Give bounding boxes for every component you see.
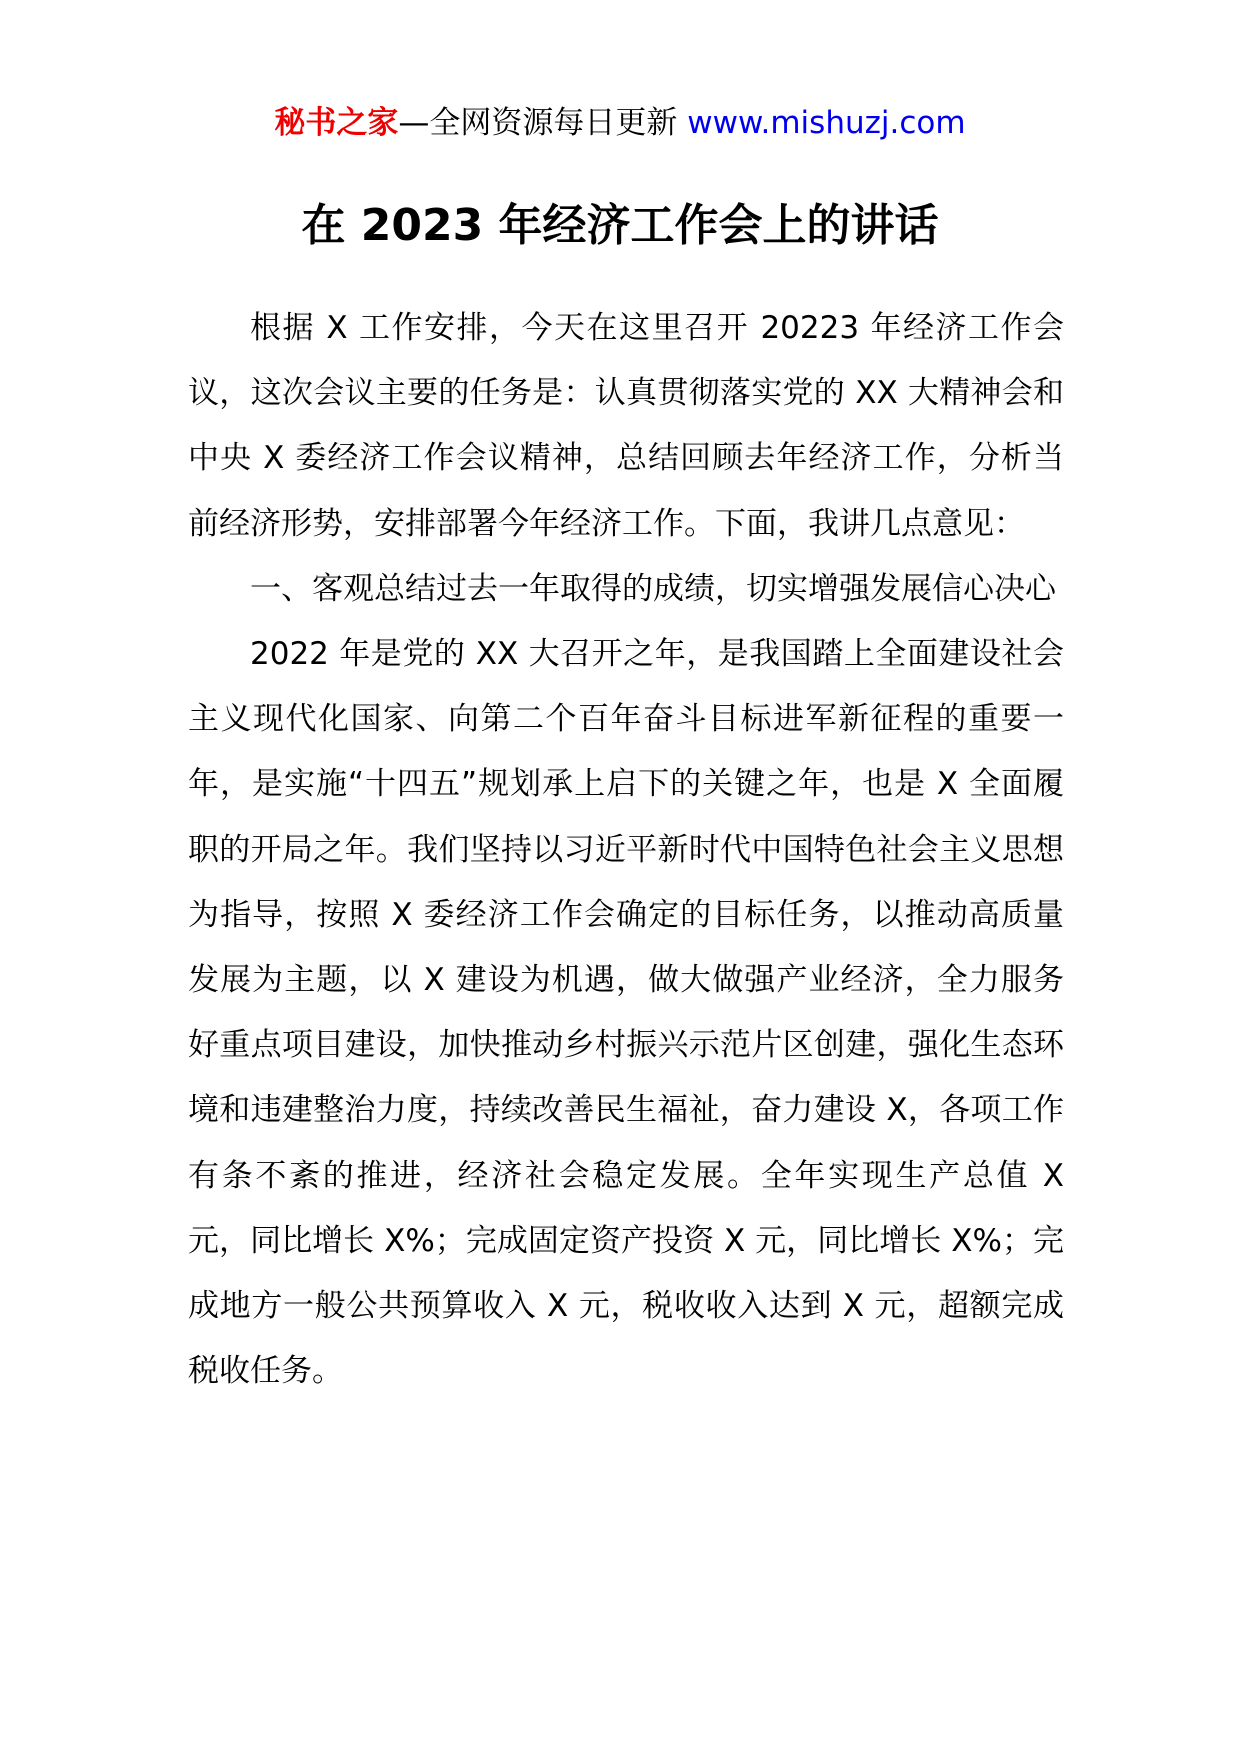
site-tagline: —全网资源每日更新 xyxy=(398,105,678,141)
paragraph-intro: 根据 X 工作安排，今天在这里召开 20223 年经济工作会议，这次会议主要的任务是：认真贯彻落实党的 XX 大精神会和中央 X 委经济工作会议精神，总结回顾去年经济工作，分析当前经济形势，安排部署今年经济工作。下面，我讲几点意见： xyxy=(188,310,1064,542)
site-brand: 秘书之家 xyxy=(274,105,399,141)
document-title: 在 2023 年经济工作会上的讲话 xyxy=(301,200,939,251)
paragraph-achievements: 2022 年是党的 XX 大召开之年，是我国踏上全面建设社会主义现代化国家、向第二个百年奋斗目标进军新征程的重要一年，是实施“十四五”规划承上启下的关键之年，也是 X 全面履职的开局之年。我们坚持以习近平新时代中国特色社会主义思想为指导，按照 X 委经济工作会确定的目标任务，以推动高质量发展为主题，以 X 建设为机遇，做大做强产业经济，全力服务好重点项目建设，加快推动乡村振兴示范片区创建，强化生态环境和违建整治力度，持续改善民生福祉，奋力建设 X，各项工作有条不紊的推进，经济社会稳定发展。全年实现生产总值 X 元，同比增长 X%；完成固定资产投资 X 元，同比增长 X%；完成地方一般公共预算收入 X 元，税收收入达到 X 元，超额完成税收任务。 xyxy=(188,636,1064,1390)
site-header xyxy=(0,101,1240,145)
document-body xyxy=(188,296,1064,1404)
section-heading-1: 一、客观总结过去一年取得的成绩，切实增强发展信心决心 xyxy=(250,570,1056,607)
site-url-link[interactable]: www.mishuzj.com xyxy=(687,105,966,141)
